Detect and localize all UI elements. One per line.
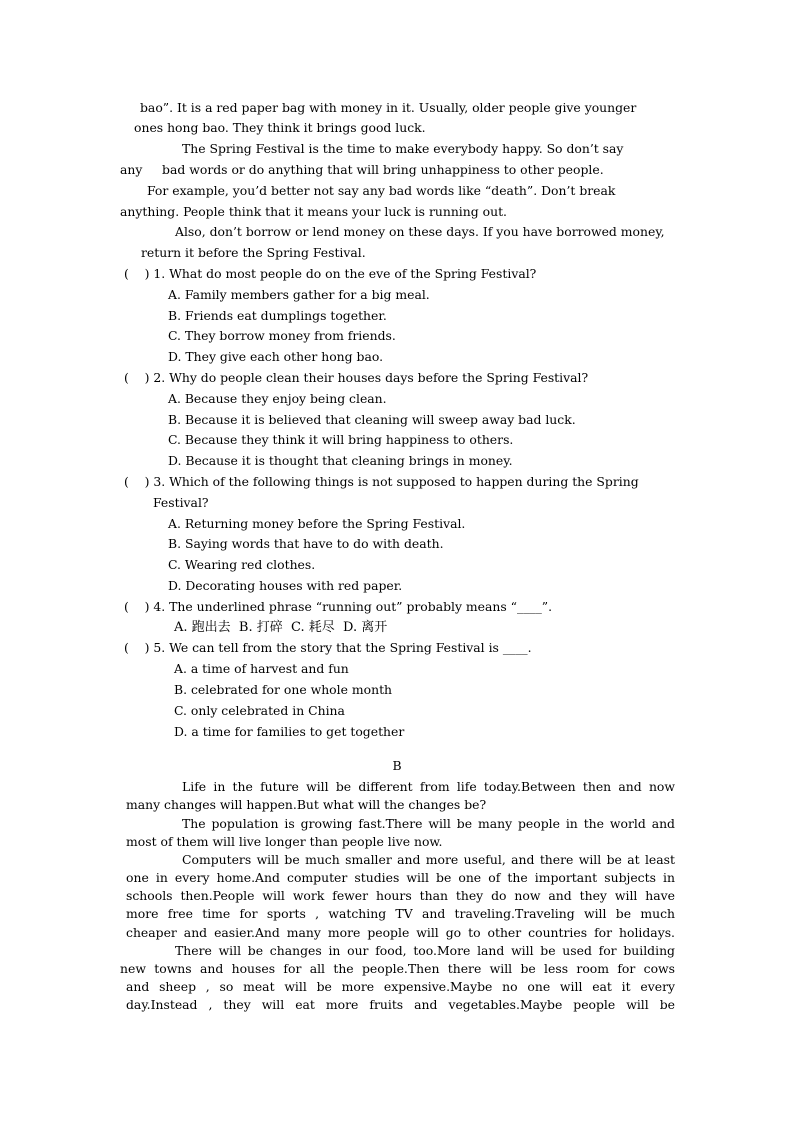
option: A. Because they enjoy being clean. [168, 391, 387, 406]
option: C. Because they think it will bring happiness to others. [168, 432, 514, 447]
option: B. Friends eat dumplings together. [168, 308, 387, 323]
option: D. a time for families to get together [174, 724, 405, 739]
passage-line: and sheep , so meat will be more expensive.Maybe no one will eat it every [126, 979, 675, 994]
option: B. celebrated for one whole month [174, 682, 393, 697]
passage-line: more free time for sports , watching TV and traveling.Traveling will be much [126, 906, 675, 921]
passage-line: schools then.People will work fewer hours than they do now and they will have [126, 888, 675, 903]
passage-line: The population is growing fast.There will be many people in the world and [182, 816, 675, 831]
option: D. Decorating houses with red paper. [168, 578, 403, 593]
passage-line: Life in the future will be different from life today.Between then and now [182, 779, 675, 794]
passage-line: many changes will happen.But what will the changes be? [126, 797, 487, 812]
passage-line: return it before the Spring Festival. [141, 245, 366, 260]
option: D. They give each other hong bao. [168, 349, 384, 364]
passage-line: any bad words or do anything that will bring unhappiness to other people. [120, 162, 604, 177]
option: C. They borrow money from friends. [168, 328, 396, 343]
option: D. Because it is thought that cleaning brings in money. [168, 453, 513, 468]
passage-line: anything. People think that it means your luck is running out. [120, 204, 507, 219]
passage-line: one in every home.And computer studies will be one of the important subjects in [126, 870, 675, 885]
question-4: ( ) 4. The underlined phrase “running out” probably means “____”. [124, 599, 553, 614]
passage-line: most of them will live longer than people live now. [126, 834, 443, 849]
passage-line: Computers will be much smaller and more useful, and there will be at least [182, 852, 675, 867]
question-5: ( ) 5. We can tell from the story that the Spring Festival is ____. [124, 640, 532, 655]
passage-line: bao”. It is a red paper bag with money in it. Usually, older people give younger [140, 100, 637, 115]
passage-line: cheaper and easier.And many more people will go to other countries for holidays. [126, 925, 675, 940]
option: B. Because it is believed that cleaning will sweep away bad luck. [168, 412, 576, 427]
option: B. Saying words that have to do with death. [168, 536, 444, 551]
question-3-continuation: Festival? [153, 495, 209, 510]
option: A. Returning money before the Spring Festival. [168, 516, 466, 531]
question-1: ( ) 1. What do most people do on the eve of the Spring Festival? [124, 266, 537, 281]
passage-line: The Spring Festival is the time to make everybody happy. So don’t say [182, 141, 624, 156]
passage-line: ones hong bao. They think it brings good luck. [134, 120, 426, 135]
passage-line: Also, don’t borrow or lend money on these days. If you have borrowed money, [175, 224, 665, 239]
option: A. a time of harvest and fun [174, 661, 349, 676]
question-2: ( ) 2. Why do people clean their houses days before the Spring Festival? [124, 370, 589, 385]
passage-line: There will be changes in our food, too.More land will be used for building [175, 943, 675, 958]
passage-line: day.Instead , they will eat more fruits and vegetables.Maybe people will be [126, 997, 675, 1012]
option-row: A. 跑出去 B. 打碎 C. 耗尽 D. 离开 [174, 620, 388, 635]
passage-line: For example, you’d better not say any bad words like “death”. Don’t break [147, 183, 616, 198]
option: A. Family members gather for a big meal. [168, 287, 430, 302]
option: C. Wearing red clothes. [168, 557, 316, 572]
passage-line: new towns and houses for all the people.Then there will be less room for cows [120, 961, 675, 976]
question-3: ( ) 3. Which of the following things is not supposed to happen during the Spring [124, 474, 639, 489]
option: C. only celebrated in China [174, 703, 345, 718]
section-heading: B [392, 758, 402, 773]
